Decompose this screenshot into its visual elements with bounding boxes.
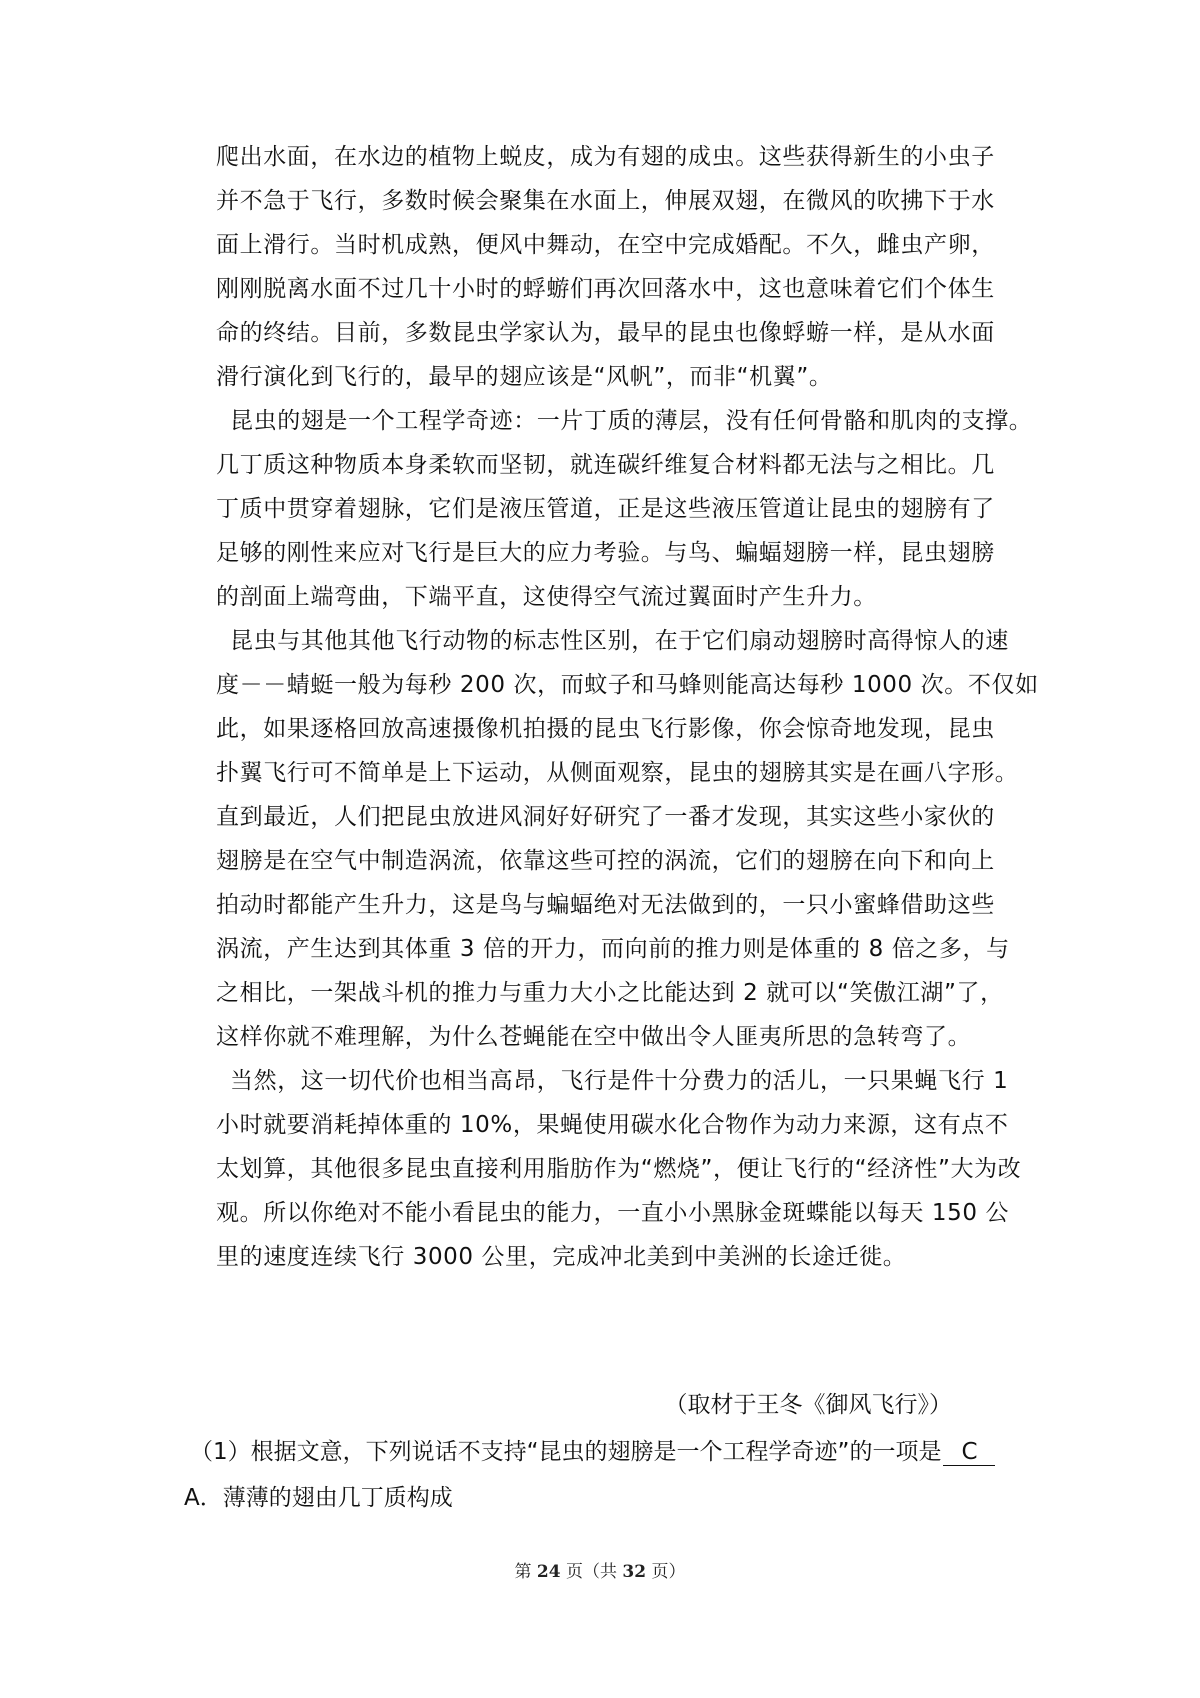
paragraph-line: 涡流，产生达到其体重 3 倍的开力，而向前的推力则是体重的 8 倍之多，与 <box>216 936 1010 962</box>
footer-suffix: 页） <box>651 1562 686 1582</box>
paragraph-first-line: 当然，这一切代价也相当高昂，飞行是件十分费力的活儿，一只果蝇飞行 1 <box>230 1068 1009 1094</box>
paragraph-first-line: 昆虫与其他其他飞行动物的标志性区别，在于它们扇动翅膀时高得惊人的速 <box>230 628 1009 654</box>
paragraph-line: 并不急于飞行，多数时候会聚集在水面上，伸展双翅，在微风的吹拂下于水 <box>216 188 995 214</box>
paragraph-line: 足够的刚性来应对飞行是巨大的应力考验。与鸟、蝙蝠翅膀一样，昆虫翅膀 <box>216 540 995 566</box>
paragraph-line: 里的速度连续飞行 3000 公里，完成冲北美到中美洲的长途迁徙。 <box>216 1244 907 1270</box>
paragraph-line: 此，如果逐格回放高速摄像机拍摄的昆虫飞行影像，你会惊奇地发现，昆虫 <box>216 716 995 742</box>
question-text: （1）根据文意，下列说话不支持“昆虫的翅膀是一个工程学奇迹”的一项是 <box>190 1439 942 1465</box>
footer-prefix: 第 <box>514 1562 532 1582</box>
paragraph-line: 命的终结。目前，多数昆虫学家认为，最早的昆虫也像蜉蝣一样，是从水面 <box>216 320 995 346</box>
paragraph-line: 拍动时都能产生升力，这是鸟与蝙蝠绝对无法做到的，一只小蜜蜂借助这些 <box>216 892 995 918</box>
source-attribution: （取材于王冬《御风飞行》） <box>664 1392 952 1418</box>
paragraph-line: 的剖面上端弯曲，下端平直，这使得空气流过翼面时产生升力。 <box>216 584 877 610</box>
question-1 <box>190 1437 995 1467</box>
page-footer <box>0 1561 1200 1583</box>
paragraph-line: 小时就要消耗掉体重的 10%，果蝇使用碳水化合物作为动力来源，这有点不 <box>216 1112 1009 1138</box>
footer-middle: 页（共 <box>566 1562 617 1582</box>
paragraph-line: 扑翼飞行可不简单是上下运动，从侧面观察，昆虫的翅膀其实是在画八字形。 <box>216 760 1019 786</box>
paragraph-line: 爬出水面，在水边的植物上蜕皮，成为有翅的成虫。这些获得新生的小虫子 <box>216 144 995 170</box>
paragraph-line: 几丁质这种物质本身柔软而坚韧，就连碳纤维复合材料都无法与之相比。几 <box>216 452 995 478</box>
option-a: A．薄薄的翅由几丁质构成 <box>184 1485 453 1511</box>
paragraph-line: 滑行演化到飞行的，最早的翅应该是“风帆”，而非“机翼”。 <box>216 364 833 390</box>
paragraph-first-line: 昆虫的翅是一个工程学奇迹：一片丁质的薄层，没有任何骨骼和肌肉的支撑。 <box>230 408 1033 434</box>
paragraph-line: 这样你就不难理解，为什么苍蝇能在空中做出令人匪夷所思的急转弯了。 <box>216 1024 972 1050</box>
paragraph-line: 直到最近，人们把昆虫放进风洞好好研究了一番才发现，其实这些小家伙的 <box>216 804 995 830</box>
answer-blank: C <box>943 1439 995 1466</box>
total-page-number: 32 <box>622 1562 647 1582</box>
current-page-number: 24 <box>536 1562 561 1582</box>
paragraph-line: 面上滑行。当时机成熟，便风中舞动，在空中完成婚配。不久，雌虫产卵， <box>216 232 995 258</box>
paragraph-line: 之相比，一架战斗机的推力与重力大小之比能达到 2 就可以“笑傲江湖”了， <box>216 980 1004 1006</box>
paragraph-line: 观。所以你绝对不能小看昆虫的能力，一直小小黑脉金斑蝶能以每天 150 公 <box>216 1200 1010 1226</box>
paragraph-line: 翅膀是在空气中制造涡流，依靠这些可控的涡流，它们的翅膀在向下和向上 <box>216 848 995 874</box>
paragraph-line: 刚刚脱离水面不过几十小时的蜉蝣们再次回落水中，这也意味着它们个体生 <box>216 276 995 302</box>
paragraph-line: 度－－蜻蜓一般为每秒 200 次，而蚊子和马蜂则能高达每秒 1000 次。不仅如 <box>216 672 1039 698</box>
paragraph-line: 丁质中贯穿着翅脉，它们是液压管道，正是这些液压管道让昆虫的翅膀有了 <box>216 496 995 522</box>
paragraph-line: 太划算，其他很多昆虫直接利用脂肪作为“燃烧”，便让飞行的“经济性”大为改 <box>216 1156 1022 1182</box>
